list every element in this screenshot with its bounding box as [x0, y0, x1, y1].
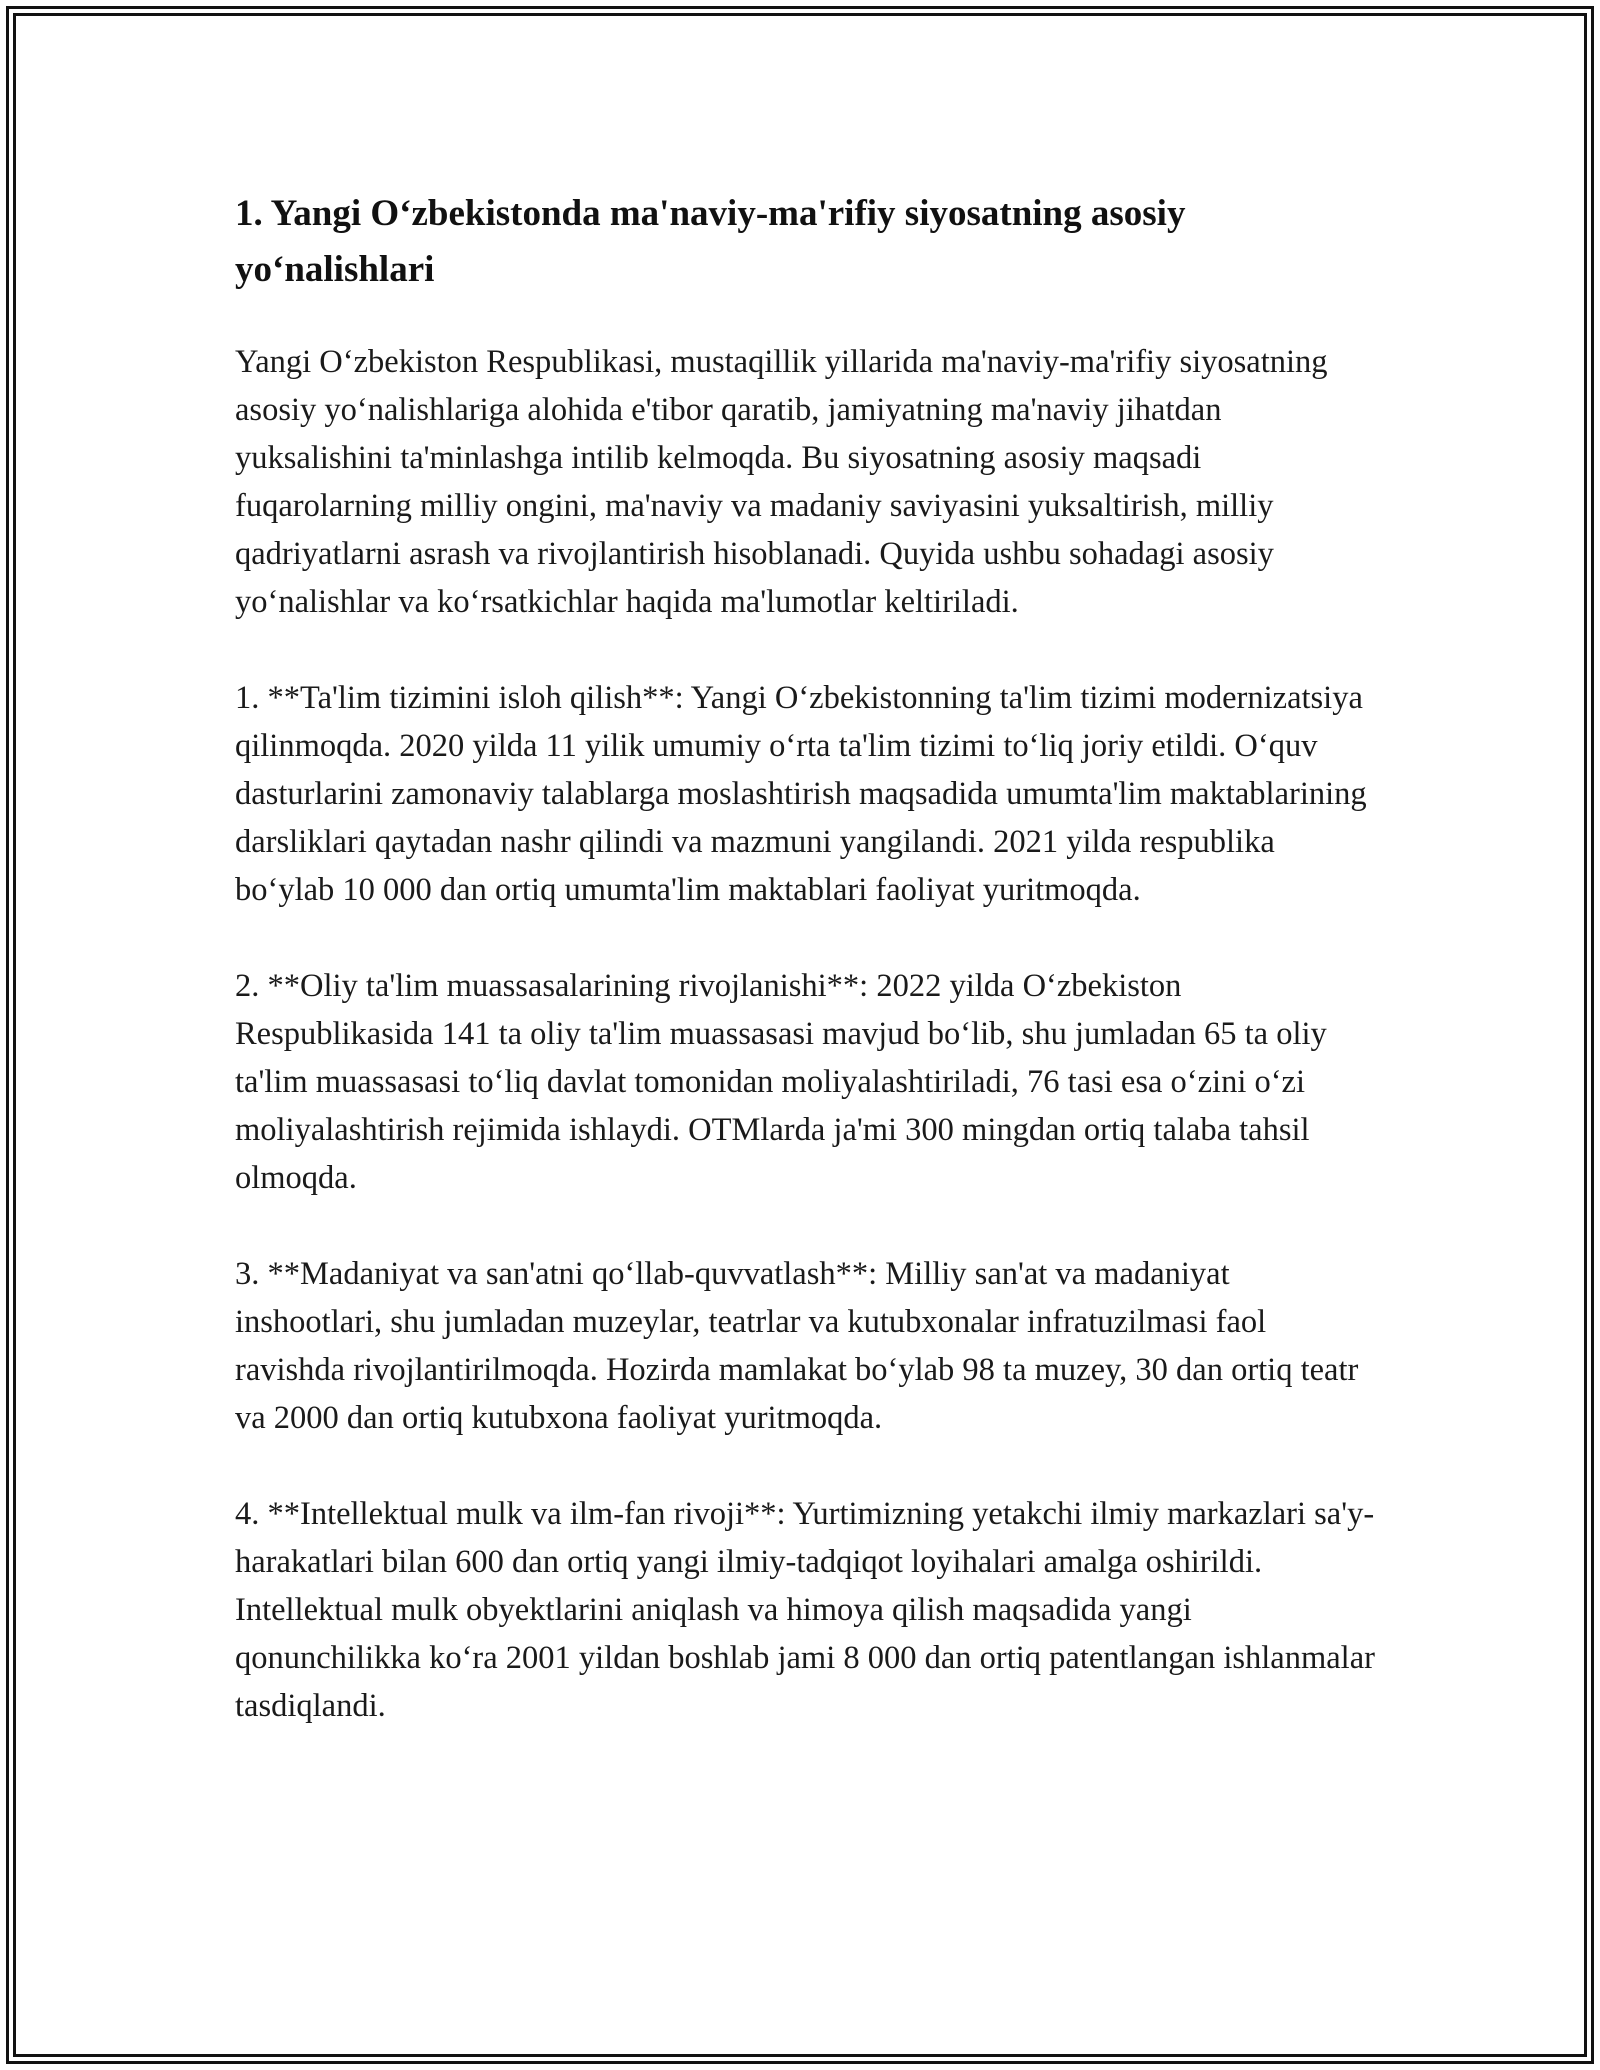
document-body	[235, 186, 1375, 1778]
intro-paragraph: Yangi O‘zbekiston Respublikasi, mustaqillik yillarida ma'naviy-ma'rifiy siyosatning asosiy yo‘nalishlariga alohida e'tibor qaratib, jamiyatning ma'naviy jihatdan yuksalishini ta'minlashga intilib kelmoqda. Bu siyosatning asosiy maqsadi fuqarolarning milliy ongini, ma'naviy va madaniy saviyasini yuksaltirish, milliy qadriyatlarni asrash va rivojlantirish hisoblanadi. Quyida ushbu sohadagi asosiy yo‘nalishlar va ko‘rsatkichlar haqida ma'lumotlar keltiriladi.	[235, 344, 1328, 620]
document-title: 1. Yangi O‘zbekistonda ma'naviy-ma'rifiy siyosatning asosiy yo‘nalishlari	[235, 193, 1186, 290]
paragraph-higher-education: 2. **Oliy ta'lim muassasalarining rivojlanishi**: 2022 yilda O‘zbekiston Respublikasida 141 ta oliy ta'lim muassasasi mavjud bo‘lib, shu jumladan 65 ta oliy ta'lim muassasasi to‘liq davlat tomonidan moliyalashtiriladi, 76 tasi esa o‘zini o‘zi moliyalashtirish rejimida ishlaydi. OTMlarda ja'mi 300 mingdan ortiq talaba tahsil olmoqda.	[235, 968, 1327, 1196]
paragraph-intellectual-property: 4. **Intellektual mulk va ilm-fan rivoji**: Yurtimizning yetakchi ilmiy markazlari sa'y-harakatlari bilan 600 dan ortiq yangi ilmiy-tadqiqot loyihalari amalga oshirildi. Intellektual mulk obyektlarini aniqlash va himoya qilish maqsadida yangi qonunchilikka ko‘ra 2001 yildan boshlab jami 8 000 dan ortiq patentlangan ishlanmalar tasdiqlandi.	[235, 1496, 1375, 1724]
paragraph-culture-arts: 3. **Madaniyat va san'atni qo‘llab-quvvatlash**: Milliy san'at va madaniyat inshootlari, shu jumladan muzeylar, teatrlar va kutubxonalar infratuzilmasi faol ravishda rivojlantirilmoqda. Hozirda mamlakat bo‘ylab 98 ta muzey, 30 dan ortiq teatr va 2000 dan ortiq kutubxona faoliyat yuritmoqda.	[235, 1256, 1359, 1436]
paragraph-education-reform: 1. **Ta'lim tizimini isloh qilish**: Yangi O‘zbekistonning ta'lim tizimi modernizatsiya qilinmoqda. 2020 yilda 11 yilik umumiy o‘rta ta'lim tizimi to‘liq joriy etildi. O‘quv dasturlarini zamonaviy talablarga moslashtirish maqsadida umumta'lim maktablarining darsliklari qaytadan nashr qilindi va mazmuni yangilandi. 2021 yilda respublika bo‘ylab 10 000 dan ortiq umumta'lim maktablari faoliyat yuritmoqda.	[235, 680, 1367, 908]
